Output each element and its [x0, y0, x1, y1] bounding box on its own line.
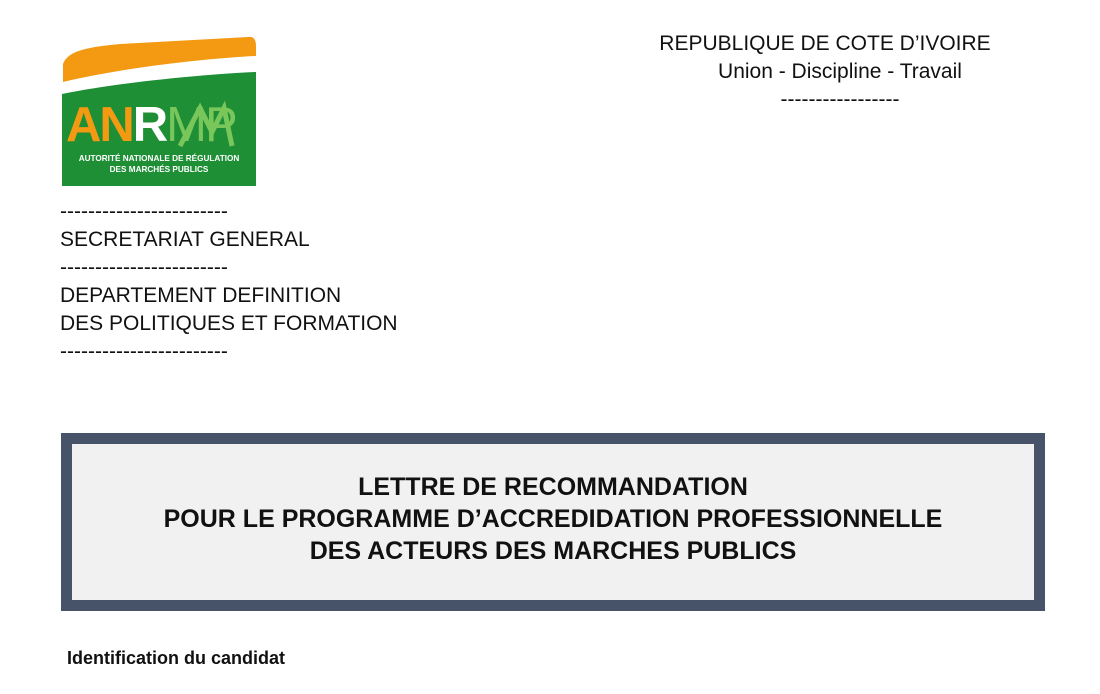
- separator-line: ------------------------: [60, 256, 228, 279]
- logo-letters-mp: MP: [166, 98, 236, 152]
- document-title-box: [61, 433, 1045, 611]
- logo-subtitle-line2: DES MARCHÉS PUBLICS: [109, 165, 209, 174]
- header-separator: -----------------: [780, 88, 900, 111]
- organization-block: [60, 198, 398, 366]
- department-line1: DEPARTEMENT DEFINITION: [60, 284, 342, 307]
- title-line2: POUR LE PROGRAMME D’ACCREDIDATION PROFESSIONNELLE: [163, 505, 943, 533]
- logo-subtitle-line1: AUTORITÉ NATIONALE DE RÉGULATION: [78, 154, 240, 163]
- separator-line: ------------------------: [60, 200, 228, 223]
- logo-letter-r: R: [132, 98, 167, 152]
- country-motto: Union - Discipline - Travail: [718, 60, 962, 83]
- secretariat-label: SECRETARIAT GENERAL: [60, 228, 310, 251]
- section-heading-identification: Identification du candidat: [67, 648, 286, 668]
- title-line3: DES ACTEURS DES MARCHES PUBLICS: [309, 537, 797, 565]
- anrmp-logo: [60, 34, 260, 189]
- logo-letter-a: A: [66, 98, 100, 152]
- country-header: [600, 30, 1050, 114]
- separator-line: ------------------------: [60, 340, 228, 363]
- department-line2: DES POLITIQUES ET FORMATION: [60, 312, 398, 335]
- country-name: REPUBLIQUE DE COTE D’IVOIRE: [659, 32, 991, 55]
- title-line1: LETTRE DE RECOMMANDATION: [358, 473, 748, 501]
- logo-acronym: [66, 100, 248, 150]
- logo-letter-n: N: [99, 98, 133, 152]
